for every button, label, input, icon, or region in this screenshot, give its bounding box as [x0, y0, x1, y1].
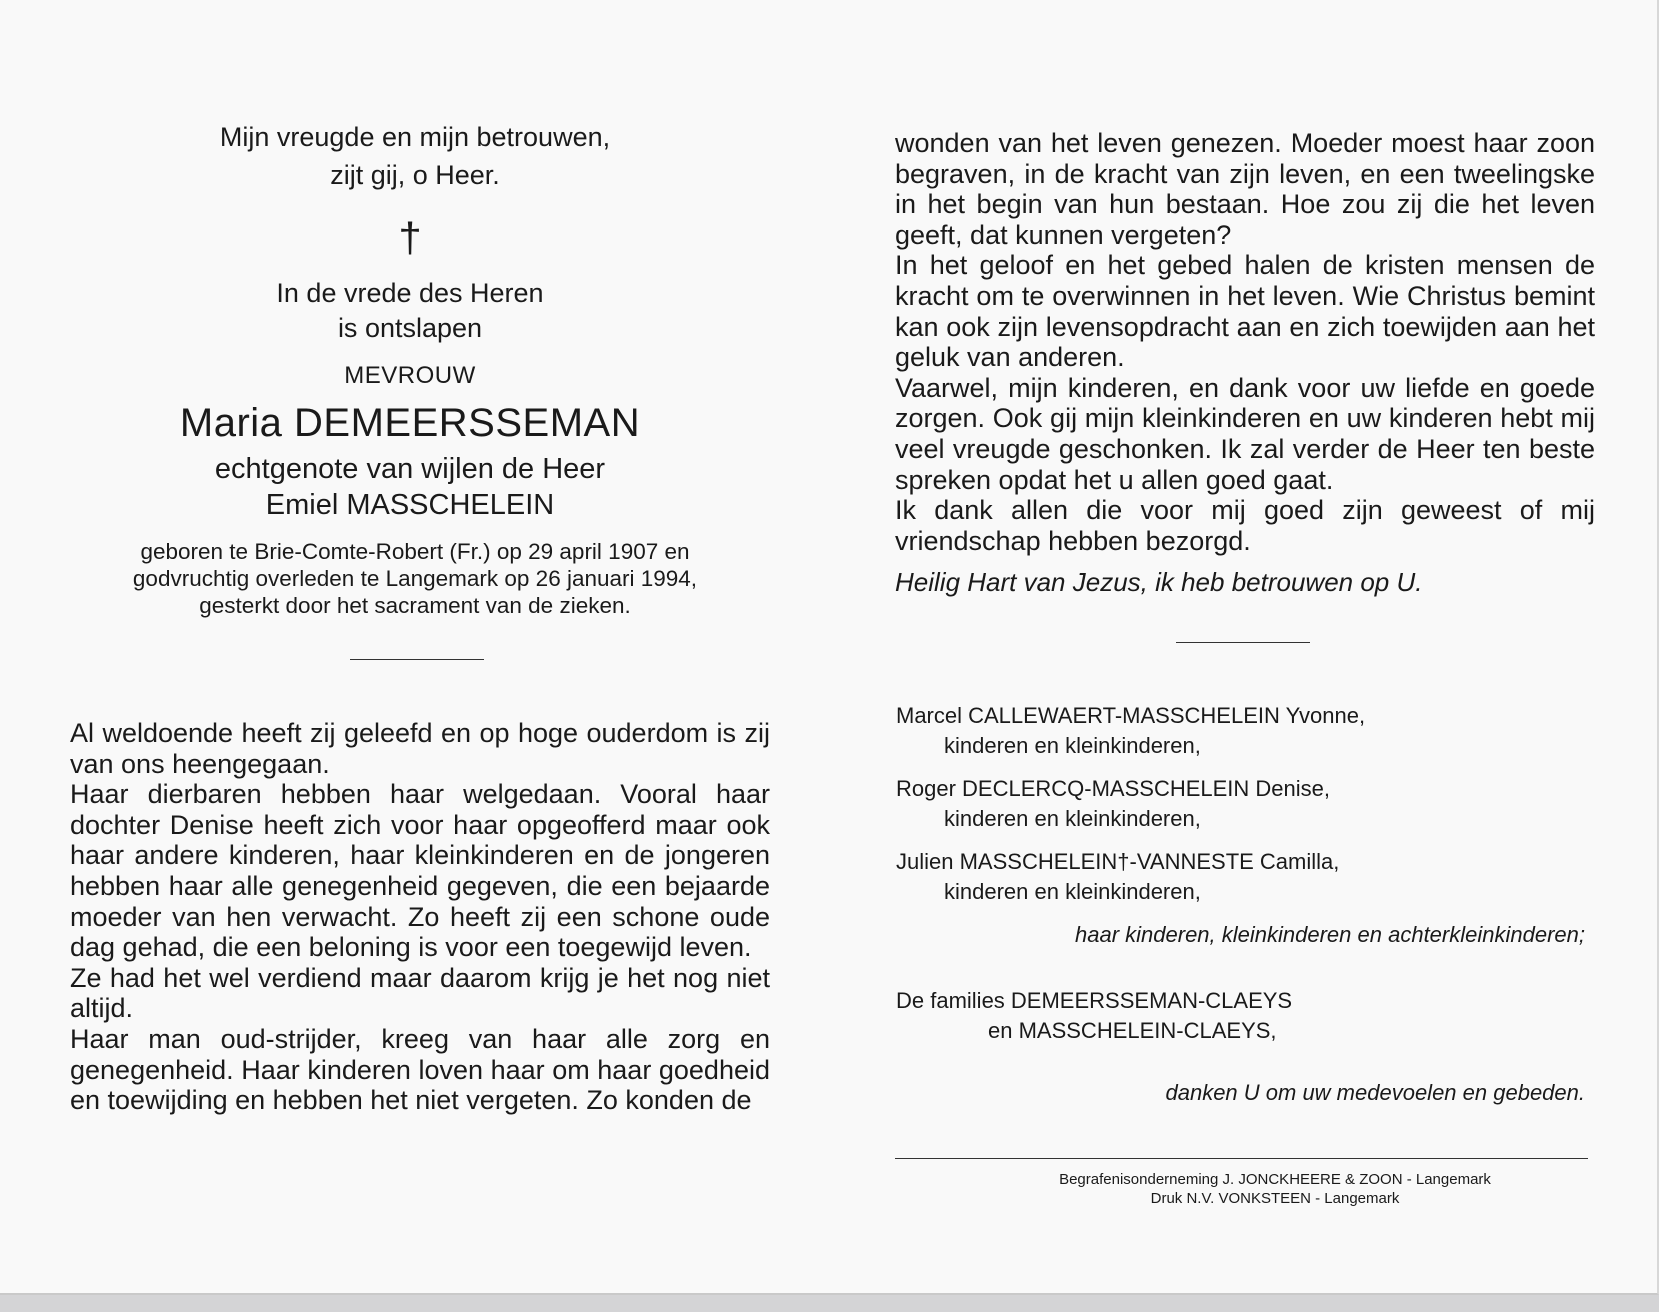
intro-line: is ontslapen — [337, 313, 483, 343]
families-line: en MASSCHELEIN-CLAEYS, — [988, 1018, 1277, 1044]
dates-line: geboren te Brie-Comte-Robert (Fr.) op 29 april 1907 en — [140, 539, 690, 564]
opening-verse — [60, 118, 770, 194]
eulogy-text — [70, 718, 770, 1116]
family-sub: kinderen en kleinkinderen, — [944, 806, 1201, 832]
eulogy-paragraph: Ik dank allen die voor mij goed zijn geweest of mij vriendschap hebben bezorgd. — [895, 495, 1595, 556]
printer-line: Druk N.V. VONKSTEEN - Langemark — [1150, 1190, 1400, 1208]
family-entry — [896, 847, 1595, 907]
dates-line: gesterkt door het sacrament van de zieken. — [199, 593, 631, 618]
intro-line: In de vrede des Heren — [276, 278, 544, 308]
spouse-info — [50, 451, 770, 523]
verse-line: zijt gij, o Heer. — [330, 160, 500, 190]
deceased-name: Maria DEMEERSSEMAN — [179, 401, 641, 445]
eulogy-paragraph: wonden van het leven genezen. Moeder moest haar zoon begraven, in de kracht van zijn leven, en een tweelingske in het begin van hun bestaan. Hoe zou zij die het leven geeft, dat kunnen vergeten? — [895, 128, 1595, 250]
eulogy-paragraph: Haar man oud-strijder, kreeg van haar alle zorg en genegenheid. Haar kinderen loven haar om haar goedheid en toewijding en hebben het niet vergeten. Zo konden de — [70, 1023, 770, 1116]
family-name: Julien MASSCHELEIN†-VANNESTE Camilla, — [896, 849, 1340, 875]
spouse-line: Emiel MASSCHELEIN — [265, 489, 555, 521]
left-page — [70, 118, 770, 1116]
eulogy-paragraph: Vaarwel, mijn kinderen, en dank voor uw liefde en goede zorgen. Ook gij mijn kleinkinderen en uw kinderen hebt mij veel vreugde geschonken. Ik zal verder de Heer ten beste spreken opdat het u allen goed gaat. — [895, 372, 1595, 495]
honorific: MEVROUW — [344, 362, 476, 389]
family-closing: haar kinderen, kleinkinderen en achterkleinkinderen; — [1075, 922, 1585, 948]
thanks-line: danken U om uw medevoelen en gebeden. — [1165, 1080, 1585, 1106]
family-sub: kinderen en kleinkinderen, — [944, 733, 1201, 759]
families-block — [896, 986, 1595, 1046]
family-list — [896, 701, 1595, 1108]
dates-line: godvruchtig overleden te Langemark op 26 januari 1994, — [132, 566, 698, 591]
birth-death-info — [60, 538, 770, 619]
families-line: De families DEMEERSSEMAN-CLAEYS — [896, 988, 1293, 1014]
printer-line: Begrafenisonderneming J. JONCKHEERE & ZOON - Langemark — [1059, 1171, 1491, 1189]
family-entry — [896, 701, 1595, 761]
eulogy-paragraph: In het geloof en het gebed halen de kristen mensen de kracht om te overwinnen in het leven. Wie Christus bemint kan ook zijn levensopdracht aan en zich toewijden aan het geluk van anderen. — [895, 250, 1595, 373]
eulogy-paragraph: Haar dierbaren hebben haar welgedaan. Vooral haar dochter Denise heeft zich voor haar opgeofferd maar ook haar andere kinderen, haar kleinkinderen en de jongeren hebben haar alle genegenheid gegeven, die een bejaarde moeder van hen verwacht. Zo heeft zij een schone oude dag gehad, die een beloning is voor een toegewijd leven. — [70, 779, 770, 963]
divider — [350, 659, 484, 660]
family-sub: kinderen en kleinkinderen, — [944, 879, 1201, 905]
footer-divider — [895, 1158, 1588, 1159]
right-page — [895, 128, 1595, 1208]
verse-line: Mijn vreugde en mijn betrouwen, — [219, 122, 611, 152]
eulogy-continuation — [895, 128, 1595, 556]
family-name: Marcel CALLEWAERT-MASSCHELEIN Yvonne, — [896, 703, 1366, 729]
family-name: Roger DECLERCQ-MASSCHELEIN Denise, — [896, 776, 1331, 802]
printer-credits — [955, 1170, 1595, 1208]
divider — [1176, 642, 1310, 643]
prayer-line: Heilig Hart van Jezus, ik heb betrouwen op U. — [895, 567, 1423, 598]
cross-icon: † — [398, 214, 422, 261]
spouse-line: echtgenote van wijlen de Heer — [214, 453, 606, 485]
scan-edge — [0, 1295, 1659, 1312]
family-entry — [896, 774, 1595, 834]
eulogy-paragraph: Al weldoende heeft zij geleefd en op hoge ouderdom is zij van ons heengegaan. — [70, 718, 770, 779]
intro-text — [50, 276, 770, 346]
eulogy-paragraph: Ze had het wel verdiend maar daarom krijg je het nog niet altijd. — [70, 962, 770, 1024]
